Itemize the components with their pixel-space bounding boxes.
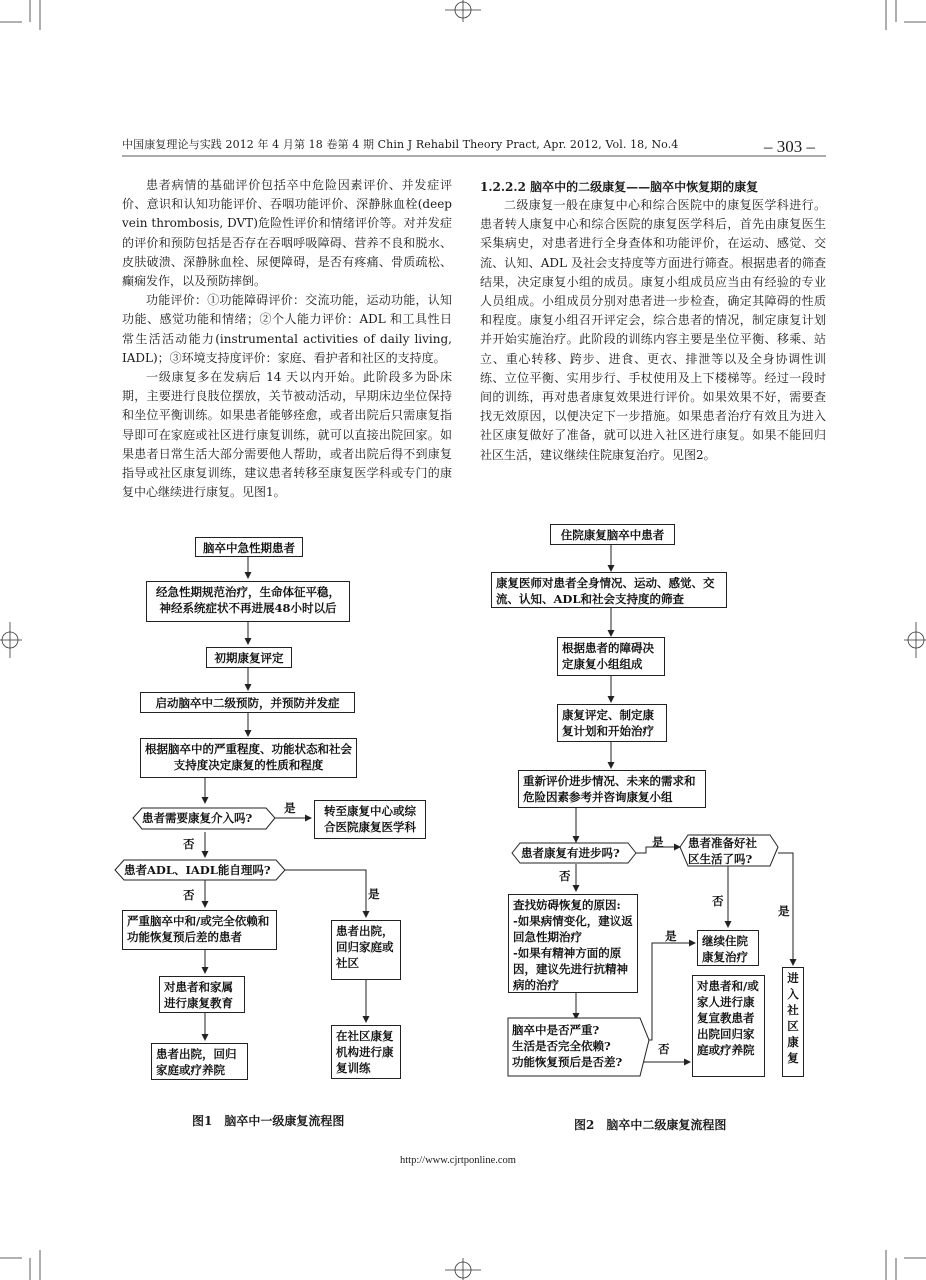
fig1-no-label: 否 <box>183 837 195 851</box>
fig2-decision-community <box>688 835 768 867</box>
fig1-decide-rehab: 根据脑卒中的严重程度、功能状态和社会支持度决定康复的性质和程度 <box>140 738 357 778</box>
fig2-yes-label: 是 <box>665 929 677 943</box>
fig1-discharge-home: 患者出院，回归家庭或疗养院 <box>151 1043 248 1080</box>
footer-url: http://www.cjrtponline.com <box>400 1155 516 1166</box>
fig1-severe-patient: 严重脑卒中和/或完全依赖和功能恢复预后差的患者 <box>122 910 277 950</box>
fig1-no-label: 否 <box>183 888 195 902</box>
fig1-discharge-community: 患者出院，回归家庭或社区 <box>331 920 401 980</box>
fig1-acute-patient: 脑卒中急性期患者 <box>195 537 303 557</box>
fig2-education-discharge: 对患者和/或家人进行康复宣教患者出院回归家庭或疗养院 <box>692 975 765 1077</box>
fig1-acute-treatment: 经急性期规范治疗，生命体征平稳，神经系统症状不再进展48小时以后 <box>146 581 350 622</box>
fig2-decision-community-text: 患者准备好社区生活了吗? <box>688 836 757 866</box>
fig1-family-education: 对患者和家属进行康复教育 <box>159 976 245 1013</box>
fig2-assessment-plan: 康复评定、制定康复计划和开始治疗 <box>557 704 667 742</box>
paragraph: 一级康复多在发病后 14 天以内开始。此阶段多为卧床期，主要进行良肢位摆放，关节被动活动，早期床边坐位保持和坐位平衡训练。如果患者能够痊愈，或者出院后只需康复指导即可在家庭或社区进行康复训练，就可以直接出院回家。如果患者日常生活大部分需要他人帮助，或者出院后得不到康复指导或社区康复训练，建议患者转移至康复医学科或专门的康复中心继续进行康复。见图1。 <box>122 370 452 500</box>
fig2-no-label: 否 <box>559 869 571 883</box>
fig2-yes-label: 是 <box>778 904 790 918</box>
paragraph: 功能评价：①功能障碍评价：交流功能，运动功能，认知功能、感觉功能和情绪；②个人能力评价：ADL 和工具性日常生活活动能力(instrumental activities of daily living, IADL)；③环境支持度评价：家庭、看护者和社区的支持度。 <box>122 293 452 365</box>
fig2-no-label: 否 <box>712 894 724 908</box>
fig2-screening: 康复医师对患者全身情况、运动、感觉、交流、认知、ADL和社会支持度的筛查 <box>491 572 727 608</box>
paragraph: 患者病情的基础评价包括卒中危险因素评价、并发症评价、意识和认知功能评价、吞咽功能评价、深静脉血栓(deep vein thrombosis, DVT)危险性评价和情绪评价等。对并发症的评价和预防包括是否存在吞咽呼吸障碍、营养不良和脱水、皮肤破溃、深静脉血栓、尿便障碍，是否有疼痛、骨质疏松、癫痫发作，以及预防摔倒。 <box>122 178 452 289</box>
fig2-team-composition: 根据患者的障碍决定康复小组组成 <box>557 637 665 676</box>
fig1-yes-label: 是 <box>368 887 380 901</box>
fig2-caption: 图2 脑卒中二级康复流程图 <box>574 1118 727 1132</box>
page-number: – 303 – <box>764 137 815 156</box>
journal-header: 中国康复理论与实践 2012 年 4 月第 18 卷第 4 期 Chin J Rehabil Theory Pract, Apr. 2012, Vol. 18, No.4 <box>122 138 679 151</box>
fig1-community-rehab: 在社区康复机构进行康复训练 <box>331 1025 401 1079</box>
fig2-reevaluate: 重新评价进步情况、未来的需求和危险因素参考并咨询康复小组 <box>518 770 706 808</box>
fig1-caption: 图1 脑卒中一级康复流程图 <box>192 1114 345 1128</box>
fig2-decision-severe: 脑卒中是否严重? 生活是否完全依赖? 功能恢复预后是否差? <box>512 1023 623 1069</box>
fig2-continue-inpatient: 继续住院康复治疗 <box>697 930 759 966</box>
fig1-decision-need-rehab: 患者需要康复介入吗? <box>142 811 253 825</box>
fig1-secondary-prevention: 启动脑卒中二级预防，并预防并发症 <box>140 692 355 713</box>
fig1-decision-adl: 患者ADL、IADL能自理吗? <box>124 863 271 877</box>
fig1-transfer-center: 转至康复中心或综合医院康复医学科 <box>314 800 426 839</box>
fig2-find-causes: 查找妨碍恢复的原因: -如果病情变化，建议返回急性期治疗 -如果有精神方面的原因，建议先进行抗精神病的治疗 <box>508 894 638 993</box>
fig2-no-label: 否 <box>658 1042 670 1056</box>
fig2-decision-progress: 患者康复有进步吗? <box>521 846 620 860</box>
fig1-yes-label: 是 <box>284 801 296 815</box>
paragraph: 二级康复一般在康复中心和综合医院中的康复医学科进行。患者转人康复中心和综合医院的康复医学科后，首先由康复医生采集病史，对患者进行全身查体和功能评价，在运动、感觉、交流、认知、ADL 及社会支持度等方面进行筛查。根据患者的筛查结果，决定康复小组的成员。康复小组成员应当由有经验的专业人员组成。小组成员分别对患者进一步检查，确定其障碍的性质和程度。康复小组召开评定会，综合患者的情况，制定康复计划并开始实施治疗。此阶段的训练内容主要是坐位平衡、移乘、站立、重心转移、跨步、进食、更衣、排泄等以及全身协调性训练、立位平衡、实用步行、手杖使用及上下楼梯等。经过一段时间的训练，再对患者康复效果进行评价。如果效果不好，需要查找无效原因，以便决定下一步措施。如果患者治疗有效且为进入社区康复做好了准备，就可以进入社区进行康复。如果不能回归社区生活，建议继续住院康复治疗。见图2。 <box>480 198 826 462</box>
fig2-community-rehab: 进入社区康复 <box>782 967 804 1077</box>
fig2-yes-label: 是 <box>652 835 664 849</box>
fig1-initial-assessment: 初期康复评定 <box>206 647 292 668</box>
fig2-inpatient: 住院康复脑卒中患者 <box>550 524 675 545</box>
section-title: 1.2.2.2 脑卒中的二级康复——脑卒中恢复期的康复 <box>480 180 759 194</box>
